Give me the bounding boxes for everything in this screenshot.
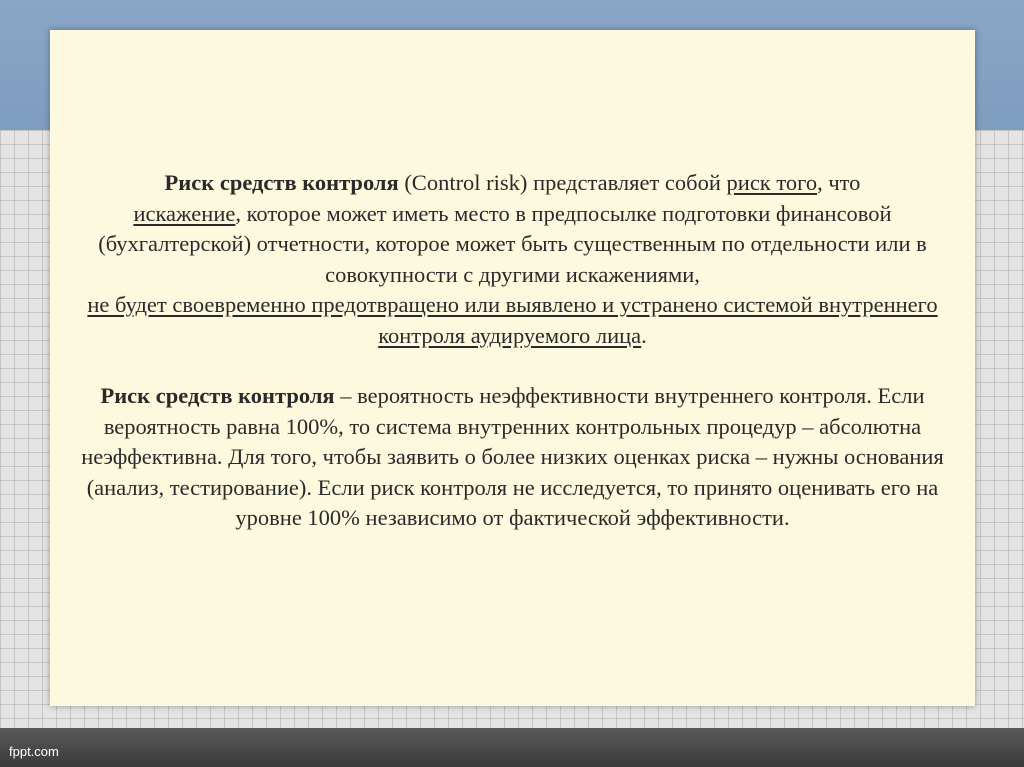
fppt-logo: fppt.com: [9, 744, 59, 759]
explanation-paragraph: [60, 381, 965, 534]
underlined-consequence-phrase: не будет своевременно предотвращено или выявлено и устранено системой внутреннего контроля аудируемого лица: [87, 292, 938, 348]
background-bottom-band: [0, 728, 1024, 767]
slide-panel: [50, 30, 975, 706]
definition-text-2: , что: [817, 170, 861, 195]
definition-text-4: .: [641, 322, 647, 348]
definition-term-english: (Control risk): [398, 170, 528, 195]
underlined-risk-phrase: риск того: [726, 170, 818, 195]
definition-text-1: представляет собой: [527, 170, 727, 195]
explanation-text: – вероятность неэффективности внутреннего контроля. Если вероятность равна 100%, то система внутренних контрольных процедур – абсолютна неэффективна. Для того, чтобы заявить о более низких оценках риска – нужны основания (анализ, тестирование). Если риск контроля не исследуется, то принято оценивать его на уровне 100% независимо от фактической эффективности.: [81, 383, 944, 530]
paragraph-spacer: [60, 351, 965, 381]
explanation-term: Риск средств контроля: [100, 383, 335, 408]
definition-term: Риск средств контроля: [164, 170, 399, 195]
definition-paragraph: [60, 168, 965, 351]
underlined-misstatement: искажение: [133, 200, 236, 226]
definition-text-3: , которое может иметь место в предпосылке подготовки финансовой (бухгалтерской) отчетности, которое может быть существенным по отдельности или в совокупности с другими искажениями,: [98, 200, 927, 287]
slide-content: [60, 168, 965, 534]
